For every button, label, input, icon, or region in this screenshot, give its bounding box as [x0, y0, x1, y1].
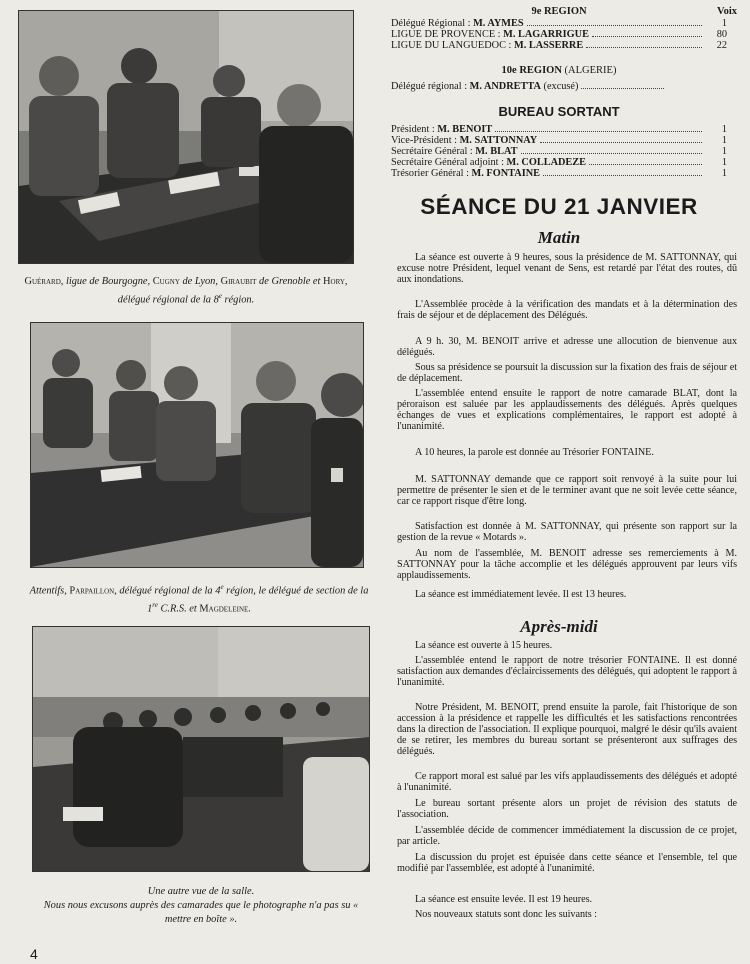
bureau-row: Président : M. BENOIT 1	[391, 124, 727, 135]
photo-hall-view	[32, 626, 370, 872]
bureau-row: Trésorier Général : M. FONTAINE 1	[391, 168, 727, 179]
region-9-block	[391, 6, 737, 51]
caption-line-1: Une autre vue de la salle.	[147, 886, 255, 897]
apresmidi-paragraph: La discussion du projet est épuisée dans cette séance et l'ensemble, tel que modifié par l'assemblée, est adopté à l'unanimité.	[397, 852, 737, 874]
votes-header: Voix	[716, 6, 737, 17]
apresmidi-paragraph: La séance est ouverte à 15 heures.	[415, 640, 553, 651]
photo-caption-2: Attentifs, Parpaillon, délégué régional de la 4e région, le délégué de section de la 1re C.R.S. et Magdeleine.	[29, 583, 369, 615]
caption-line-2: Nous nous excusons auprès des camarades que le photographe n'a pas su « mettre en boîte ».	[43, 900, 359, 925]
bureau-row: Vice-Président : M. SATTONNAY 1	[391, 135, 727, 146]
region-9-row: LIGUE DE PROVENCE : M. LAGARRIGUE 80	[391, 29, 727, 40]
bureau-row: Secrétaire Général : M. BLAT 1	[391, 146, 727, 157]
matin-paragraph: L'Assemblée procède à la vérification des mandats et à la détermination des frais de séjour et de déplacement des Délégués.	[397, 299, 737, 321]
region-9-row: LIGUE DU LANGUEDOC : M. LASSERRE 22	[391, 40, 727, 51]
region-10-row: Délégué régional : M. ANDRETTA (excusé)	[391, 81, 727, 92]
apresmidi-paragraph: Nos nouveaux statuts sont donc les suivants :	[415, 909, 597, 920]
bureau-title: BUREAU SORTANT	[498, 104, 620, 119]
photo-caption-1: Guérard, ligue de Bourgogne, Cugny de Lyon, Giraubit de Grenoble et Hory, délégué régional de la 8e région.	[24, 276, 348, 306]
page-number: 4	[30, 946, 38, 962]
matin-paragraph: A 10 heures, la parole est donnée au Trésorier FONTAINE.	[415, 447, 654, 458]
apresmidi-title: Après-midi	[520, 617, 598, 636]
matin-paragraph: L'assemblée entend ensuite le rapport de notre camarade BLAT, dont la péroraison est saluée par les applaudissements des délégués. Après quelques échanges de vues et explications complémentaires, le rapport est adopté à l'unanimité.	[397, 388, 737, 432]
matin-paragraph: La séance est immédiatement levée. Il est 13 heures.	[415, 589, 627, 600]
photo-caption-3	[30, 885, 372, 927]
seance-title: SÉANCE DU 21 JANVIER	[420, 194, 698, 219]
region-9-title: 9e REGION	[531, 6, 587, 17]
bureau-sortant-block	[391, 104, 727, 179]
matin-paragraph: La séance est ouverte à 9 heures, sous la présidence de M. SATTONNAY, qui excuse notre Président, lequel venant de Sens, est retardé par l'état des routes, dû aux inondations.	[397, 252, 737, 285]
apresmidi-paragraph: L'assemblée entend le rapport de notre trésorier FONTAINE. Il est donné satisfaction aux demandes d'éclaircissements des délégués, qui adoptent le rapport à l'unanimité.	[397, 655, 737, 688]
region-10-block	[391, 65, 727, 92]
matin-title: Matin	[537, 228, 581, 247]
matin-paragraph: M. SATTONNAY demande que ce rapport soit renvoyé à la suite pour lui permettre de présenter le sien et de le terminer avant que ne soit levée cette séance, car ce rapport risque d'être long.	[397, 474, 737, 507]
apresmidi-paragraph: L'assemblée décide de commencer immédiatement la discussion de ce projet, par article.	[397, 825, 737, 847]
matin-paragraph: Satisfaction est donnée à M. SATTONNAY, qui présente son rapport sur la gestion de la revue « Motards ».	[397, 521, 737, 543]
bureau-row: Secrétaire Général adjoint : M. COLLADEZE 1	[391, 157, 727, 168]
apresmidi-paragraph: Ce rapport moral est salué par les vifs applaudissements des délégués et adopté à l'unanimité.	[397, 771, 737, 793]
apresmidi-paragraph: Le bureau sortant présente alors un projet de révision des statuts de l'association.	[397, 798, 737, 820]
photo-attentive-delegates	[30, 322, 364, 568]
matin-paragraph: Au nom de l'assemblée, M. BENOIT adresse ses remerciements à M. SATTONNAY pour la tâche accomplie et les délégués approuvent par leurs vifs applaudissements.	[397, 548, 737, 581]
apresmidi-paragraph: Notre Président, M. BENOIT, prend ensuite la parole, fait l'historique de son accession à la présidence et rappelle les difficultés et les satisfactions rencontrées dans la direction de l'association. Il explique pourquoi, malgré le désir qu'ils avaient de se retirer, les membres du bureau sortant se présenteront aux suffrages des délégués.	[397, 702, 737, 757]
matin-paragraph: A 9 h. 30, M. BENOIT arrive et adresse une allocution de bienvenue aux délégués.	[397, 336, 737, 358]
apresmidi-paragraph: La séance est ensuite levée. Il est 19 heures.	[415, 894, 593, 905]
region-10-title: 10e REGION (ALGERIE)	[501, 65, 617, 76]
photo-delegates-table	[18, 10, 354, 264]
matin-paragraph: Sous sa présidence se poursuit la discussion sur la fixation des frais de séjour et de déplacement.	[397, 362, 737, 384]
region-9-row: Délégué Régional : M. AYMES 1	[391, 18, 727, 29]
